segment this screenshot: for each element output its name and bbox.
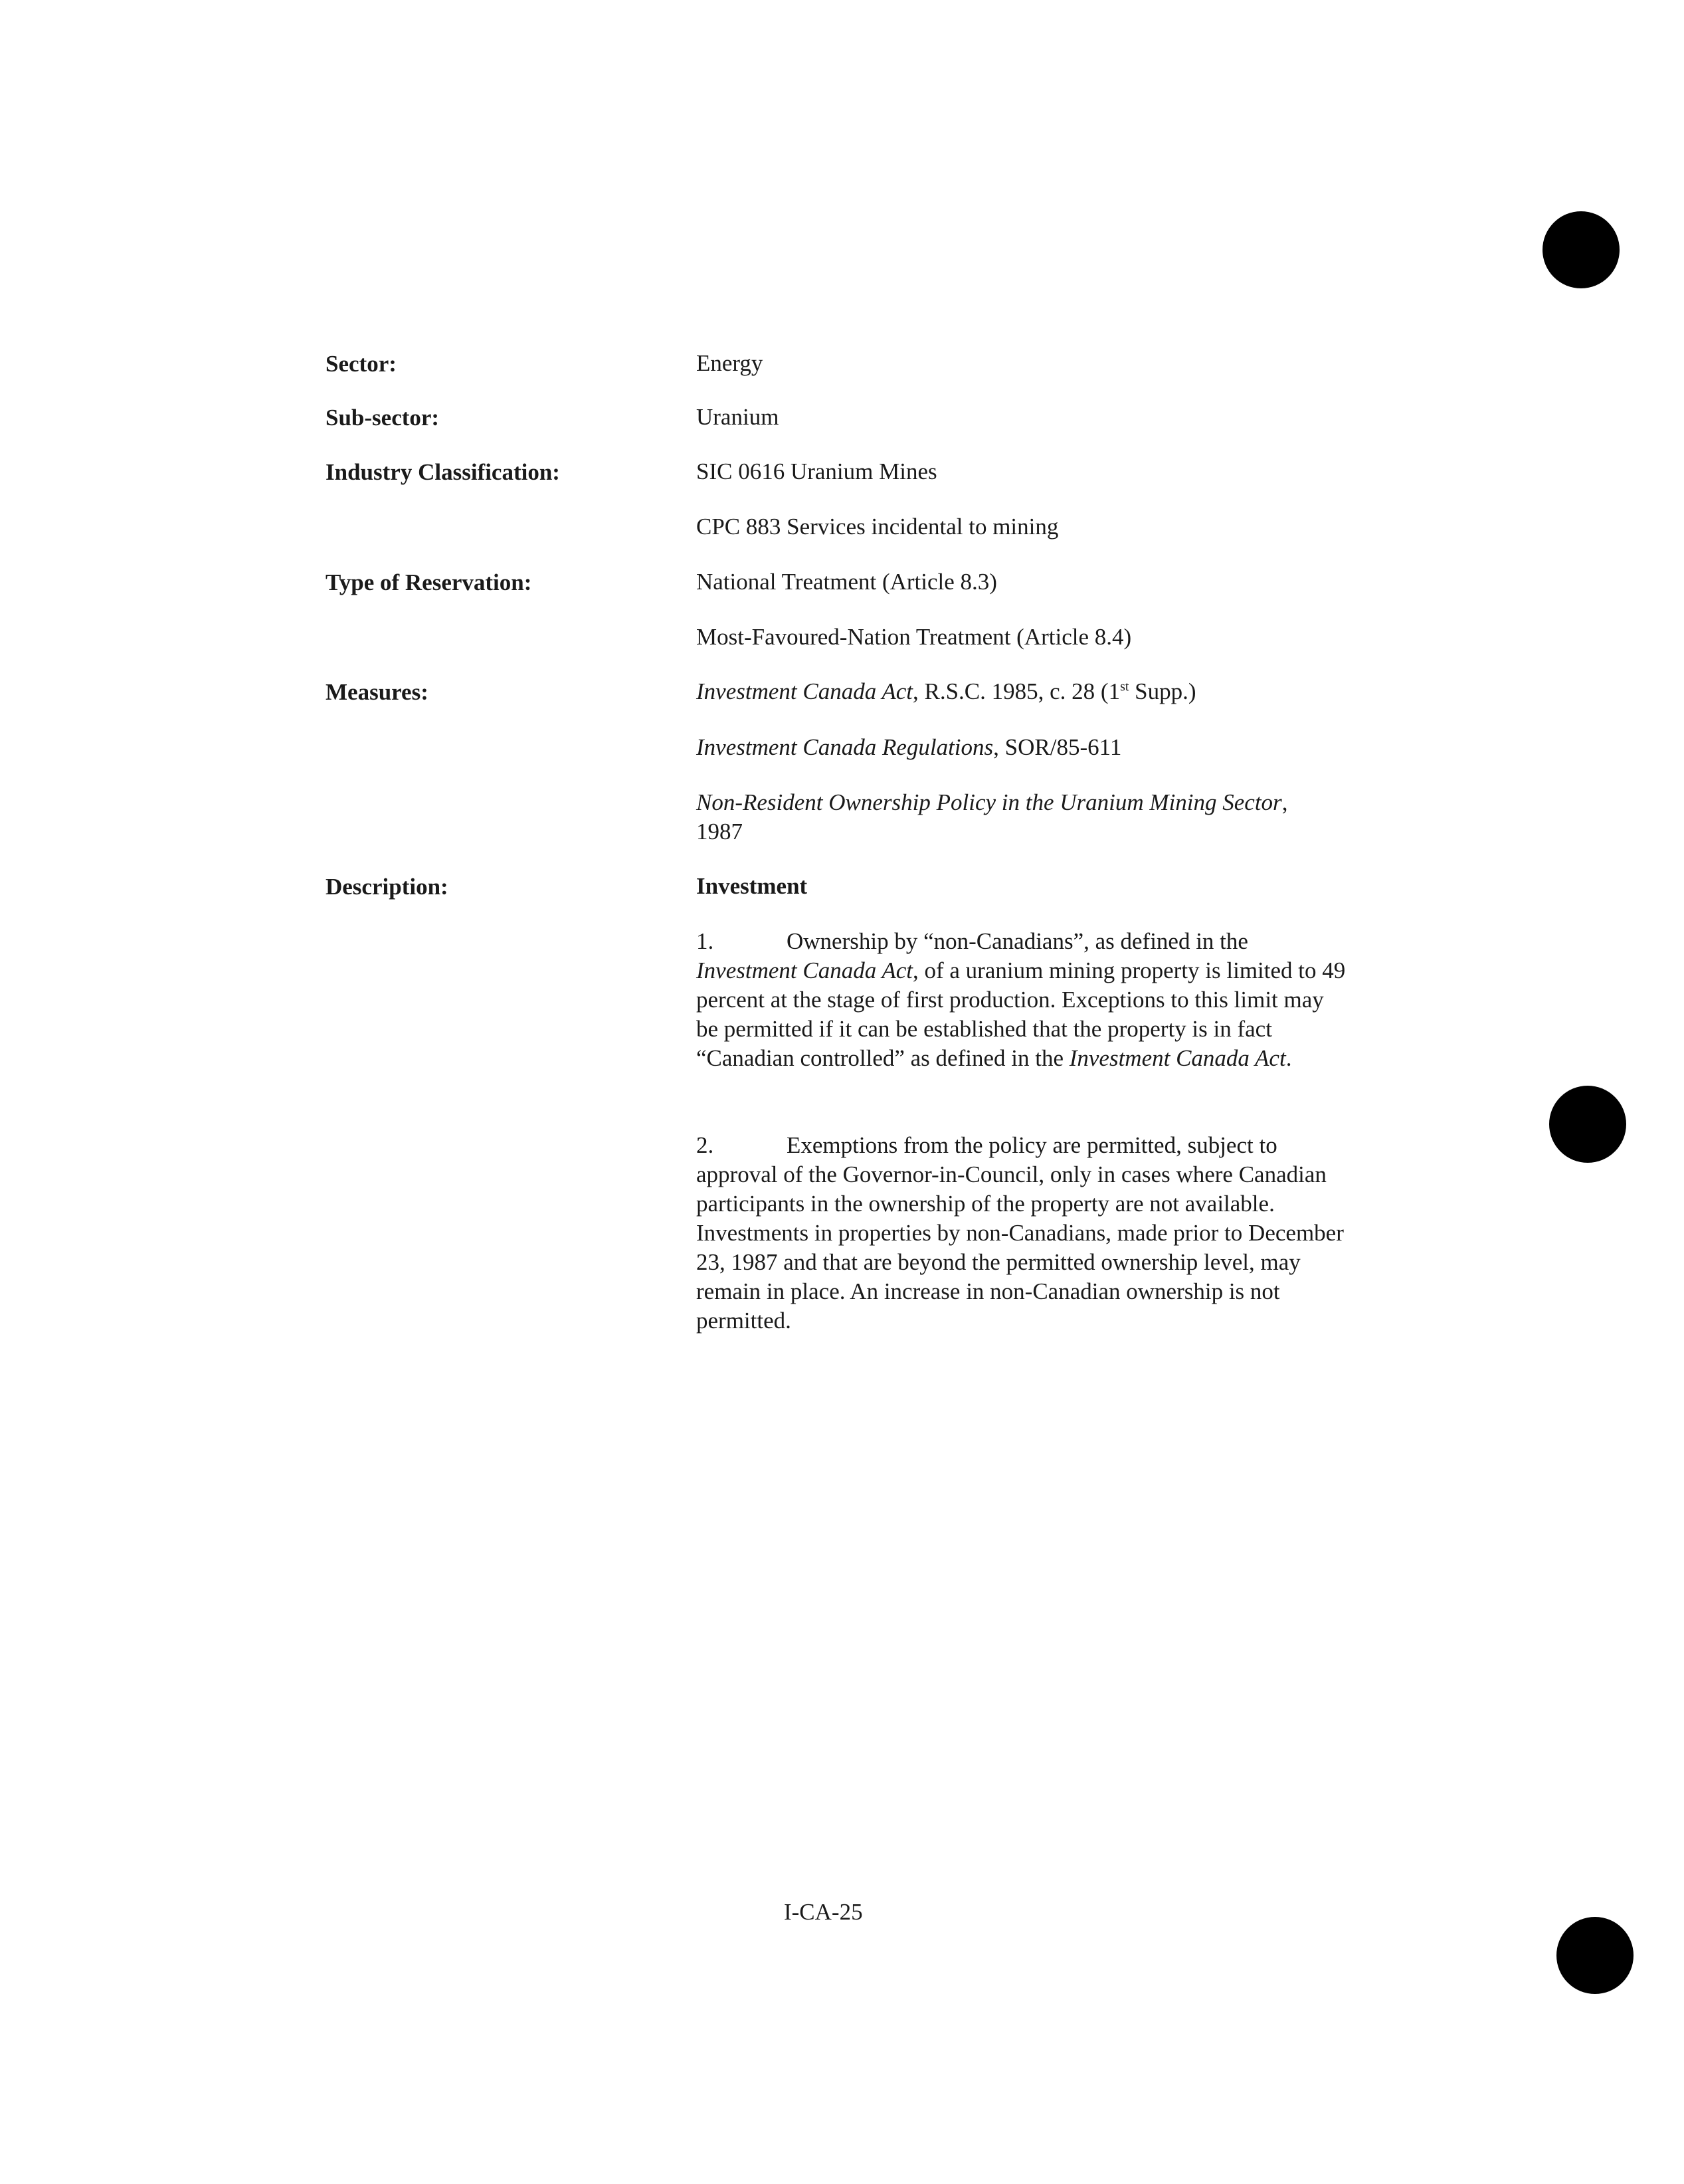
- sector-value: Energy: [696, 350, 763, 376]
- measure-3-title: Non-Resident Ownership Policy in the Uranium Mining Sector: [696, 789, 1282, 815]
- binder-hole-bottom: [1556, 1917, 1634, 1994]
- description-label: Description:: [326, 874, 448, 900]
- measure-3: [696, 788, 1307, 846]
- sub-sector-value: Uranium: [696, 404, 779, 430]
- description-paragraph-1: [696, 927, 1347, 1073]
- measures-label: Measures:: [326, 679, 428, 705]
- measure-1-superscript: st: [1120, 679, 1129, 694]
- binder-hole-top: [1543, 211, 1620, 288]
- page-number: I-CA-25: [784, 1899, 863, 1925]
- reservation-value-1: National Treatment (Article 8.3): [696, 569, 997, 595]
- measure-2: [696, 733, 1347, 762]
- paragraph-2-text: Exemptions from the policy are permitted, subject to approval of the Governor-in-Council, only in cases where Canadian participants in the ownership of the property are not available. Investments in properties by non-Canadians, made prior to December 23, 1987 and that are beyond the permitted ownership level, may remain in place. An increase in non-Canadian ownership is not permitted.: [696, 1132, 1344, 1334]
- measure-2-citation: , SOR/85-611: [993, 734, 1122, 760]
- reservation-value-2: Most-Favoured-Nation Treatment (Article 8.4): [696, 624, 1132, 650]
- paragraph-1-text-e: .: [1285, 1045, 1292, 1071]
- industry-classification-label: Industry Classification:: [326, 459, 560, 485]
- paragraph-1-text-c: , of a uranium mining property is limited to 49 percent at the stage of first production. Exceptions to this limit may be permitted if it can be established that the property is in fact “Canadian controlled” as defined in the: [696, 957, 1346, 1071]
- measure-1: [696, 677, 1347, 706]
- sub-sector-label: Sub-sector:: [326, 405, 440, 431]
- description-heading: Investment: [696, 873, 808, 899]
- paragraph-1-number: 1.: [696, 928, 714, 954]
- industry-classification-value-2: CPC 883 Services incidental to mining: [696, 514, 1059, 540]
- paragraph-1-act-ref-1: Investment Canada Act: [696, 957, 913, 983]
- paragraph-1-act-ref-2: Investment Canada Act: [1069, 1045, 1286, 1071]
- description-paragraph-2: [696, 1131, 1347, 1336]
- paragraph-2-number: 2.: [696, 1132, 714, 1158]
- binder-hole-middle: [1549, 1086, 1626, 1163]
- measure-1-title: Investment Canada Act: [696, 678, 913, 704]
- sector-label: Sector:: [326, 351, 397, 377]
- measure-2-title: Investment Canada Regulations: [696, 734, 994, 760]
- measure-1-citation: , R.S.C. 1985, c. 28 (1: [912, 678, 1121, 704]
- paragraph-1-text-a: Ownership by “non-Canadians”, as defined in the: [787, 928, 1248, 954]
- measure-3-year: , 1987: [696, 789, 1288, 844]
- industry-classification-value-1: SIC 0616 Uranium Mines: [696, 458, 937, 484]
- type-of-reservation-label: Type of Reservation:: [326, 569, 532, 595]
- measure-1-supp: Supp.): [1129, 678, 1196, 704]
